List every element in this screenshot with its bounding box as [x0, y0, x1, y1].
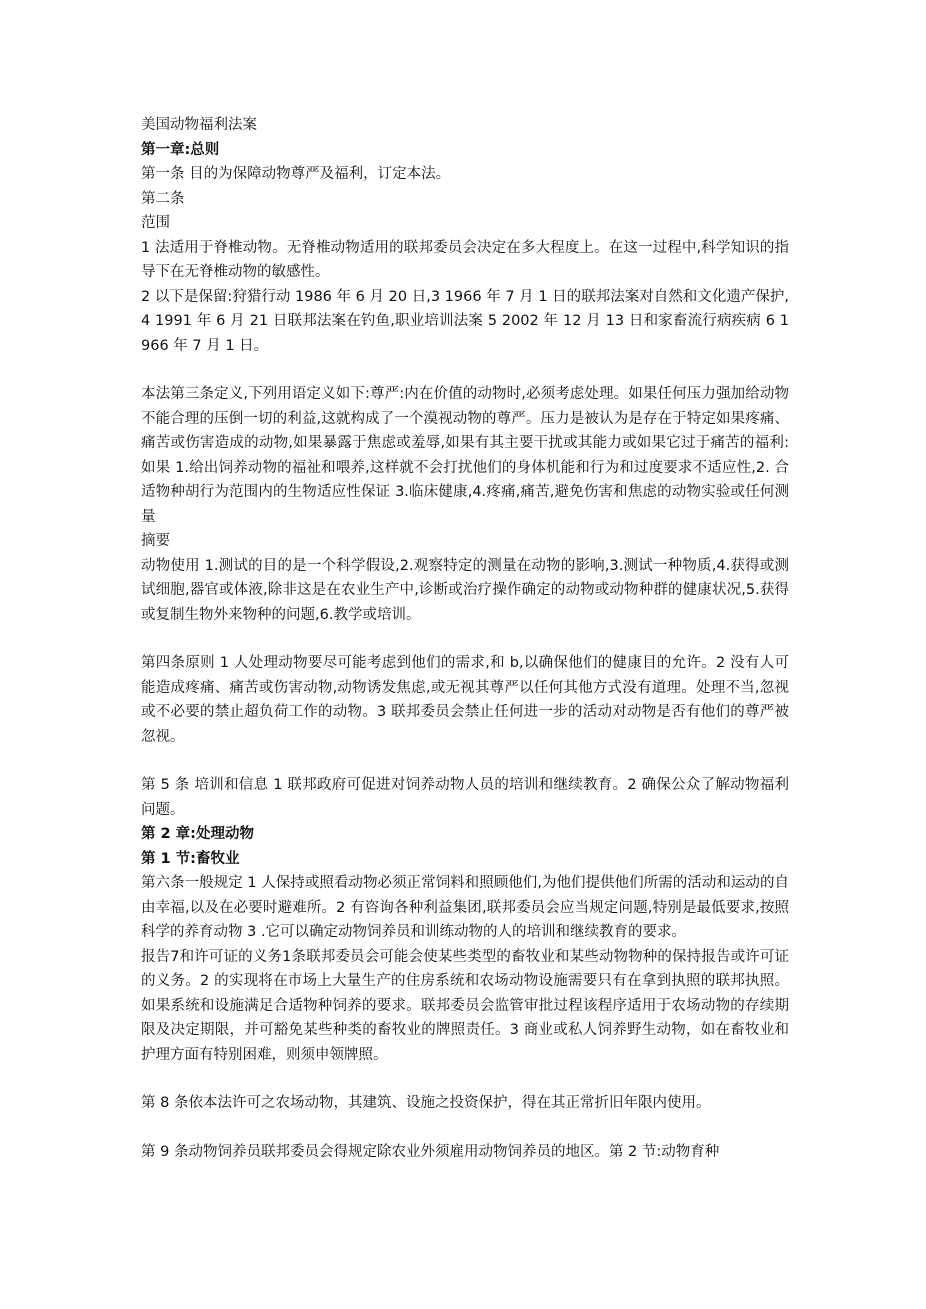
article-2-label: 第二条 — [141, 190, 185, 207]
article-4-paragraph: 第四条原则 1 人处理动物要尽可能考虑到他们的需求,和 b,以确保他们的健康目的允许。2 没有人可能造成疼痛、痛苦或伤害动物,动物诱发焦虑,或无视其尊严以任何其他方式没有道理。处理不当,忽视或不必要的禁止超负荷工作的动物。3 联邦委员会禁止任何进一步的活动对动物是否有他们的尊严被忽视。 — [141, 655, 789, 745]
article-5-paragraph: 第 5 条 培训和信息 1 联邦政府可促进对饲养动物人员的培训和继续教育。2 确保公众了解动物福利问题。 — [141, 777, 789, 818]
article-9-paragraph: 第 9 条动物饲养员联邦委员会得规定除农业外须雇用动物饲养员的地区。第 2 节:动物育种 — [141, 1143, 720, 1160]
document-body — [141, 113, 789, 1164]
section-1-heading: 第 1 节:畜牧业 — [141, 850, 240, 867]
chapter-1-heading: 第一章:总则 — [141, 141, 220, 158]
scope-paragraph-1: 1 法适用于脊椎动物。无脊椎动物适用的联邦委员会决定在多大程度上。在这一过程中,科学知识的指导下在无脊椎动物的敏感性。 — [141, 239, 789, 280]
animal-use-paragraph: 动物使用 1.测试的目的是一个科学假设,2.观察特定的测量在动物的影响,3.测试一种物质,4.获得或测试细胞,器官或体液,除非这是在农业生产中,诊断或治疗操作确定的动物或动物种群的健康状况,5.获得或复制生物外来物种的问题,6.教学或培训。 — [141, 557, 789, 623]
summary-label: 摘要 — [141, 533, 170, 549]
article-8-paragraph: 第 8 条依本法许可之农场动物，其建筑、设施之投资保护，得在其正常折旧年限内使用。 — [141, 1095, 711, 1111]
article-1-text: 第一条 目的为保障动物尊严及福利，订定本法。 — [141, 166, 451, 182]
scope-label: 范围 — [141, 215, 170, 231]
article-3-paragraph: 本法第三条定义,下列用语定义如下:尊严:内在价值的动物时,必须考虑处理。如果任何压力强加给动物不能合理的压倒一切的利益,这就构成了一个漠视动物的尊严。压力是被认为是存在于特定如果疼痛、痛苦或伤害造成的动物,如果暴露于焦虑或羞辱,如果有其主要干扰或其能力或如果它过于痛苦的福利:如果 1.给出饲养动物的福祉和喂养,这样就不会打扰他们的身体机能和行为和过度要求不适应性,2. 合适物种胡行为范围内的生物适应性保证 3.临床健康,4.疼痛,痛苦,避免伤害和焦虑的动物实验或任何测量 — [141, 386, 789, 525]
chapter-2-heading: 第 2 章:处理动物 — [141, 826, 254, 842]
document-title: 美国动物福利法案 — [141, 117, 257, 133]
article-7-paragraph: 报告7和许可证的义务1条联邦委员会可能会使某些类型的畜牧业和某些动物物种的保持报告或许可证的义务。2 的实现将在市场上大量生产的住房系统和农场动物设施需要只有在拿到执照的联邦执照。如果系统和设施满足合适物种饲养的要求。联邦委员会监管审批过程该程序适用于农场动物的存续期限及决定期限，并可豁免某些种类的畜牧业的牌照责任。3 商业或私人饲养野生动物，如在畜牧业和护理方面有特别困难，则须申领牌照。 — [141, 948, 789, 1063]
article-6-paragraph: 第六条一般规定 1 人保持或照看动物必须正常饲料和照顾他们,为他们提供他们所需的活动和运动的自由幸福,以及在必要时避难所。2 有咨询各种利益集团,联邦委员会应当规定问题,特别是最低要求,按照科学的养育动物 3 .它可以确定动物饲养员和训练动物的人的培训和继续教育的要求。 — [141, 875, 789, 940]
scope-paragraph-2: 2 以下是保留:狩猎行动 1986 年 6 月 20 日,3 1966 年 7 月 1 日的联邦法案对自然和文化遗产保护,4 1991 年 6 月 21 日联邦法案在钓鱼,职业培训法案 5 2002 年 12 月 13 日和家畜流行病疾病 6 1966 年 7 月 1 日。 — [141, 288, 789, 354]
